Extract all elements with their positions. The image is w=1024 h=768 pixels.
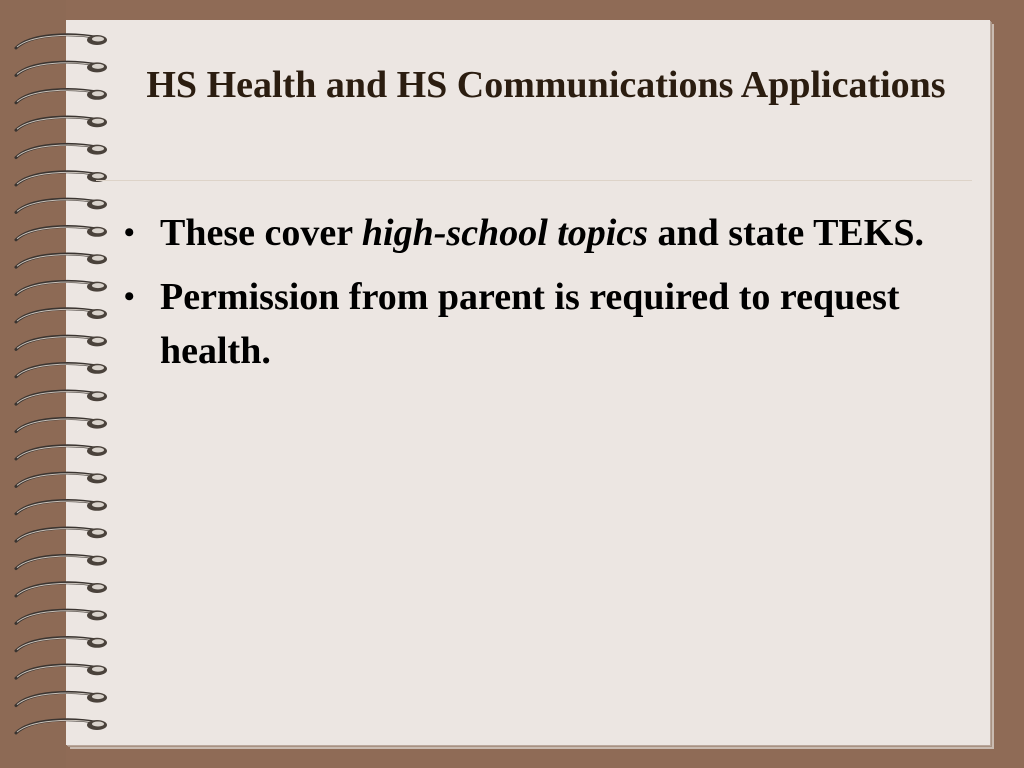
spiral-ring-icon (16, 117, 107, 130)
spiral-ring-icon (16, 336, 107, 349)
spiral-ring-icon (16, 172, 107, 185)
spiral-ring-icon (16, 446, 107, 459)
spiral-ring-icon (16, 254, 107, 267)
spiral-ring-icon (16, 555, 107, 568)
spiral-ring-icon (16, 391, 107, 404)
spiral-ring-icon (16, 364, 107, 377)
bullet-text-2: Permission from parent is required to request health. (160, 276, 900, 372)
spiral-ring-icon (16, 144, 107, 157)
spiral-ring-icon (16, 62, 107, 75)
bullet-symbol: • (124, 280, 135, 313)
spiral-ring-icon (16, 473, 107, 486)
spiral-ring-icon (16, 665, 107, 678)
bullet-text-1c: and state TEKS. (648, 212, 924, 254)
spiral-ring-icon (16, 309, 107, 322)
spiral-ring-icon (16, 501, 107, 514)
spiral-ring-icon (16, 638, 107, 651)
title-divider (96, 180, 972, 181)
spiral-ring-icon (16, 199, 107, 212)
spiral-ring-icon (16, 610, 107, 623)
spiral-ring-icon (16, 583, 107, 596)
spiral-ring-icon (16, 720, 107, 733)
spiral-ring-icon (16, 35, 107, 48)
bullet-text-1b-italic: high-school topics (361, 212, 649, 254)
spiral-ring-icon (16, 418, 107, 431)
bullet-symbol: • (124, 216, 135, 249)
spiral-ring-icon (16, 227, 107, 240)
bullet-list (118, 206, 958, 388)
spiral-ring-icon (16, 528, 107, 541)
spiral-ring-icon (16, 692, 107, 705)
bullet-item (118, 206, 958, 260)
spiral-binding-icon (0, 0, 120, 768)
spiral-ring-icon (16, 281, 107, 294)
spiral-ring-icon (16, 90, 107, 103)
bullet-text-1a: These cover (160, 212, 362, 254)
bullet-item (118, 270, 958, 378)
slide-title: HS Health and HS Communications Applications (146, 64, 946, 106)
